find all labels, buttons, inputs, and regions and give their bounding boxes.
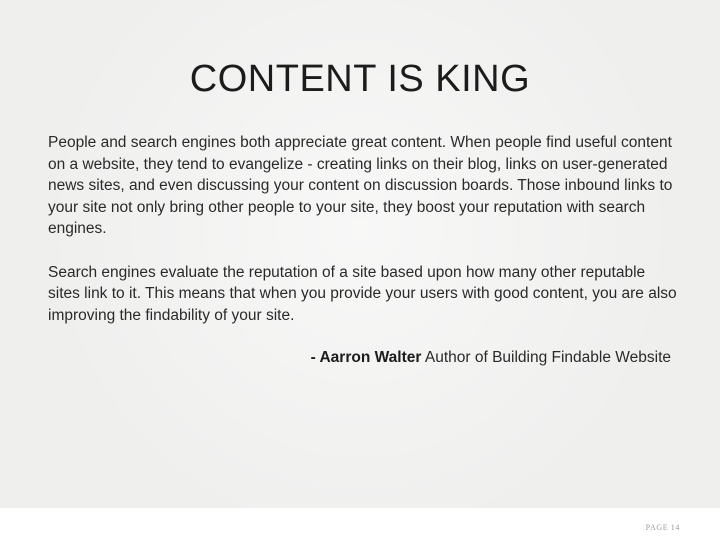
slide-body — [48, 132, 678, 348]
slide-title: CONTENT IS KING — [189, 58, 531, 100]
slide-footer — [0, 508, 720, 540]
quote-attribution — [311, 347, 671, 368]
page-number: PAGE 14 — [645, 523, 680, 532]
attribution-role: Author of Building Findable Website — [424, 349, 671, 366]
body-paragraph-2: Search engines evaluate the reputation of a site based upon how many other reputable sites link to it. This means that when you provide your users with good content, you are also improving the findability of your site. — [48, 263, 677, 324]
attribution-author: - Aarron Walter — [310, 349, 422, 366]
body-paragraph-1: People and search engines both appreciate great content. When people find useful content on a website, they tend to evangelize - creating links on their blog, links on user-generated news sites, and even discussing your content on discussion boards. Those inbound links to your site not only bring other people to your site, they boost your reputation with search engines. — [48, 134, 673, 237]
